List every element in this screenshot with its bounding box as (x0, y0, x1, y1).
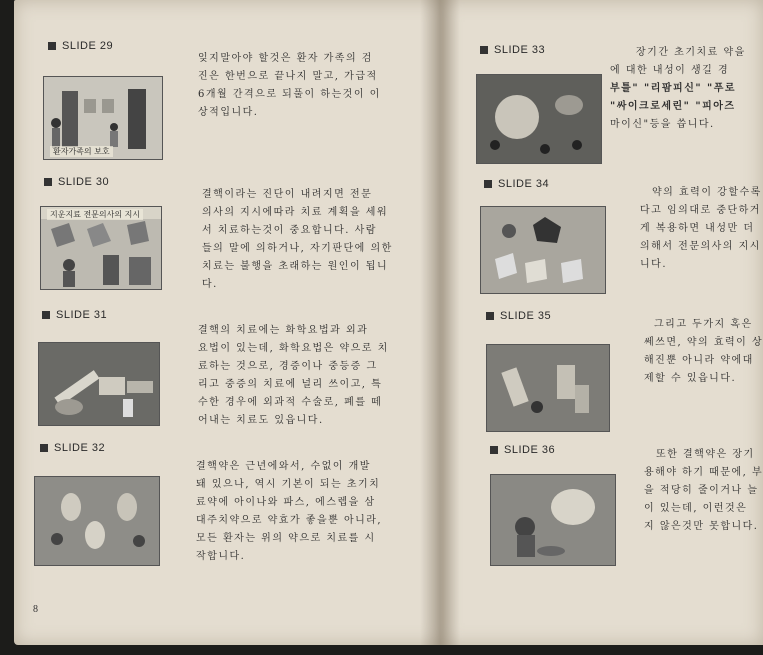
text-line: 요법이 있는데, 화학요법은 약으로 치 (198, 343, 389, 354)
slide-35-text (644, 316, 763, 388)
text-line: 게 복용하면 내성만 더 (640, 223, 755, 234)
text-line: 지 않은것만 못합니다. (644, 521, 759, 532)
square-bullet-icon (484, 180, 492, 188)
slide-32-heading (40, 442, 105, 454)
slide-36-heading (490, 444, 555, 456)
slide-30-heading (44, 176, 109, 188)
square-bullet-icon (40, 444, 48, 452)
text-line: 수한 경우에 외과적 수술로, 폐를 떼 (198, 397, 383, 408)
text-line: 을 적당히 줄이거나 늘 (644, 485, 759, 496)
text-line: 마이신"등을 씁니다. (610, 119, 715, 130)
long-term-treatment-illustration (491, 475, 615, 565)
combination-drugs-illustration (487, 345, 609, 431)
text-line: 돼 있으나, 역시 기본이 되는 초기치 (196, 479, 381, 490)
text-line: 다. (202, 279, 218, 290)
slide-31-image (38, 342, 160, 426)
text-line: 상적입니다. (198, 107, 259, 118)
text-line: 결핵의 치료에는 화학요법과 외과 (198, 325, 369, 336)
square-bullet-icon (48, 42, 56, 50)
text-line: 의사의 지시에따라 치료 계획을 세워 (202, 207, 389, 218)
square-bullet-icon (490, 446, 498, 454)
slide-35-heading (486, 310, 551, 322)
slide-31-heading (42, 309, 107, 321)
text-line: 이 있는데, 이런것은 (644, 503, 748, 514)
text-line: 결핵약은 근년에와서, 수없이 개발 (196, 461, 371, 472)
slide-35-image (486, 344, 610, 432)
slide-30-image (40, 206, 162, 290)
slide-32-image (34, 476, 160, 566)
syringe-medicine-illustration (39, 343, 159, 425)
slide-34-text (640, 184, 762, 274)
text-line: 료약에 아이나와 파스, 에스렙을 삼 (196, 497, 376, 508)
text-line: 의해서 전문의사의 지시 (640, 241, 761, 252)
slide-31-text (198, 322, 389, 430)
text-line: 모든 환자는 위의 약으로 치료를 시 (196, 533, 376, 544)
text-line: 료하는 것으로, 경증이나 중등증 그 (198, 361, 378, 372)
slide-33-text (610, 44, 746, 134)
slide-33-image (476, 74, 602, 164)
slide-36-text (644, 446, 763, 536)
slide-34-heading (484, 178, 549, 190)
text-line: 용해야 하기 때문에, 부 (644, 467, 763, 478)
text-line: 서 치료하는것이 중요합니다. 사람 (202, 225, 377, 236)
square-bullet-icon (486, 312, 494, 320)
text-line: 작합니다. (196, 551, 246, 562)
slide-29-text (198, 50, 381, 122)
text-line: 결핵이라는 진단이 내려지면 전문 (202, 189, 373, 200)
square-bullet-icon (480, 46, 488, 54)
text-line: "싸이크로세린" "피아즈 (610, 101, 736, 112)
text-line: 약의 효력이 강할수록 (652, 187, 762, 198)
slide-29-image-caption: 환자가족의 보호 (50, 146, 113, 157)
slide-35-label: SLIDE 35 (500, 310, 552, 322)
text-line: 잊지말아야 할것은 환자 가족의 검 (198, 53, 373, 64)
text-line: 6개월 간격으로 되풀이 하는것이 이 (198, 89, 381, 100)
square-bullet-icon (42, 311, 50, 319)
slide-32-label: SLIDE 32 (54, 442, 106, 454)
text-line: 진은 한번으로 끝나지 말고, 가급적 (198, 71, 378, 82)
slide-33-heading (480, 44, 545, 56)
slide-30-text (202, 186, 393, 294)
slide-30-image-caption: 지운지료 전문의사의 지시 (47, 209, 143, 220)
text-line: 리고 중증의 치료에 널리 쓰이고, 특 (198, 379, 383, 390)
text-line: 에 대한 내성이 생길 경 (610, 65, 730, 76)
medicine-characters-illustration (35, 477, 159, 565)
text-line: 어내는 치료도 있읍니다. (198, 415, 324, 426)
text-line: 해진뿐 아니라 약에대 (644, 355, 754, 366)
text-line: 제할 수 있읍니다. (644, 373, 737, 384)
slide-31-label: SLIDE 31 (56, 309, 108, 321)
pill-dosage-illustration (481, 207, 605, 293)
text-line: 니다. (640, 259, 667, 270)
text-line: 치료는 불행을 초래하는 원인이 됩니 (202, 261, 389, 272)
slide-29-heading (48, 40, 113, 52)
page-number: 8 (33, 604, 38, 615)
text-line: 들의 말에 의하거나, 자기판단에 의한 (202, 243, 393, 254)
square-bullet-icon (44, 178, 52, 186)
slide-29-label: SLIDE 29 (62, 40, 114, 52)
slide-30-label: SLIDE 30 (58, 176, 110, 188)
text-line: 부틀" "리팜피신" "푸로 (610, 83, 737, 94)
slide-33-label: SLIDE 33 (494, 44, 546, 56)
book-gutter (420, 0, 460, 645)
slide-36-label: SLIDE 36 (504, 444, 556, 456)
drug-resistance-illustration (477, 75, 601, 163)
slide-34-image (480, 206, 606, 294)
text-line: 다고 임의대로 중단하거 (640, 205, 761, 216)
text-line: 또한 결핵약은 장기 (656, 449, 755, 460)
text-line: 대주치약으로 약효가 좋을뿐 아니라, (196, 515, 383, 526)
text-line: 그리고 두가지 혹은 (654, 319, 753, 330)
slide-29-image (43, 76, 163, 160)
slide-32-text (196, 458, 382, 566)
text-line: 쎄쓰면, 약의 효력이 상 (644, 337, 763, 348)
slide-34-label: SLIDE 34 (498, 178, 550, 190)
text-line: 장기간 초기치료 약을 (636, 47, 746, 58)
slide-36-image (490, 474, 616, 566)
